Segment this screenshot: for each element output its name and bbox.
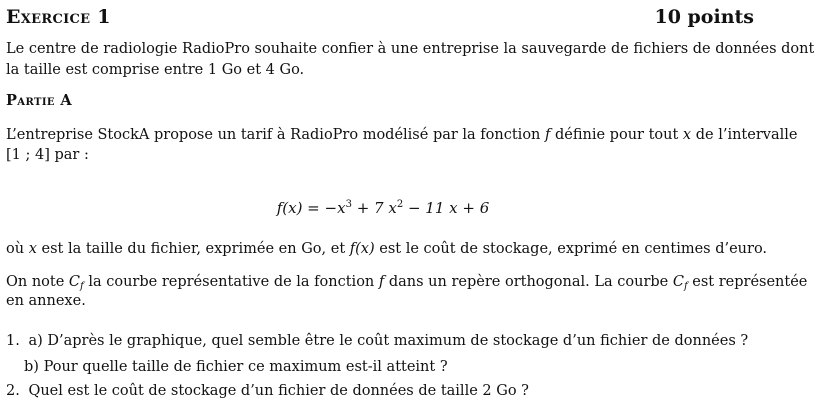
part-a-paragraph-1-line-2: [1 ; 4] par : <box>6 147 89 163</box>
question-1b: b) Pour quelle taille de fichier ce maximum est-il atteint ? <box>24 359 448 375</box>
question-2: 2. Quel est le coût de stockage d’un fichier de données de taille 2 Go ? <box>6 383 529 399</box>
intro-line-2: la taille est comprise entre 1 Go et 4 Go. <box>6 62 305 78</box>
part-a-title: Partie A <box>6 92 73 109</box>
function-formula: $f(x) = -x^3 + 7$ $x^2 - 11$ x + 6 <box>276 199 490 217</box>
question-1a: 1. a) D’après le graphique, quel semble être le coût maximum de stockage d’un fichier de données ? <box>6 333 749 349</box>
part-a-paragraph-1-line-1: L’entreprise StockA propose un tarif à RadioPro modélisé par la fonction f définie pour tout x de l’intervalle <box>6 127 798 143</box>
intro-line-1: Le centre de radiologie RadioPro souhaite confier à une entreprise la sauvegarde de fichiers de données dont <box>6 41 814 57</box>
exercise-title: Exercice 1 <box>6 6 111 28</box>
part-a-paragraph-2: où x est la taille du fichier, exprimée en Go, et f(x) est le coût de stockage, exprimé en centimes d’euro. <box>6 241 768 257</box>
part-a-paragraph-3-line-1: On note $C_f$ la courbe représentative de la fonction f dans un repère orthogonal. La courbe $C_f$ est représentée <box>6 274 808 292</box>
part-a-paragraph-3-line-2: en annexe. <box>6 293 86 309</box>
exercise-points: 10 points <box>654 6 754 28</box>
